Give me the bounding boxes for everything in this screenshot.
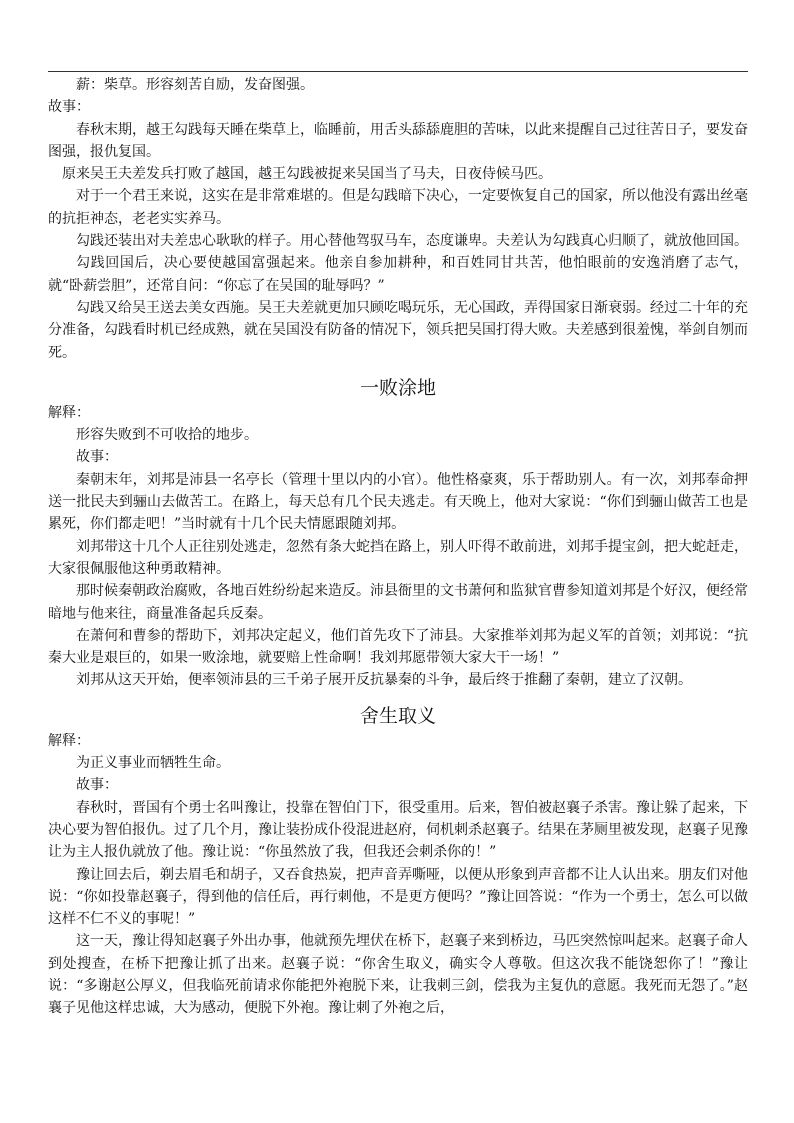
explanation-text: 为正义事业而牺牲生命。	[76, 755, 230, 772]
idiom-title: 舍生取义	[359, 704, 436, 727]
story-paragraph: 刘邦带这十几个人正往别处逃走，忽然有条大蛇挡在路上，别人吓得不敢前进，刘邦手提宝剑，把大蛇赶走，大家很佩服他这种勇敢精神。	[48, 538, 748, 577]
story-paragraph: 春秋末期，越王勾践每天睡在柴草上，临睡前，用舌头舔舔鹿胆的苦味，以此来提醒自己过往苦日子，要发奋图强，报仇复国。	[48, 121, 748, 160]
story-paragraph: 豫让回去后，剃去眉毛和胡子，又吞食热炭，把声音弄嘶哑，以便从形象到声音都不让人认出来。朋友们对他说：“你如投靠赵襄子，得到他的信任后，再行刺他，不是更方便吗？”豫让回答说：“作为一个勇士，怎么可以做这样不仁不义的事呢！”	[48, 866, 748, 928]
document-body	[48, 74, 748, 1020]
story-paragraph: 这一天，豫让得知赵襄子外出办事，他就预先埋伏在桥下，赵襄子来到桥边，马匹突然惊叫起来。赵襄子命人到处搜查，在桥下把豫让抓了出来。赵襄子说：“你舍生取义，确实令人尊敬。但这次我不能饶恕你了！”豫让说：“多谢赵公厚义，但我临死前请求你能把外袍脱下来，让我刺三剑，偿我为主复仇的意愿。我死而无怨了。”赵襄子见他这样忠诚，大为感动，便脱下外袍。豫让刺了外袍之后，	[48, 933, 748, 1017]
story-paragraph: 秦朝末年，刘邦是沛县一名亭长（管理十里以内的小官）。他性格豪爽，乐于帮助别人。有一次，刘邦奉命押送一批民夫到骊山去做苦工。在路上，每天总有几个民夫逃走。有天晚上，他对大家说：“你们到骊山做苦工也是累死，你们都走吧！”当时就有十几个民夫情愿跟随刘邦。	[48, 471, 748, 533]
explanation-label: 解释：	[48, 404, 90, 421]
story-paragraph: 原来吴王夫差发兵打败了越国，越王勾践被捉来吴国当了马夫，日夜侍候马匹。	[62, 166, 552, 183]
story-paragraph: 勾践又给吴王送去美女西施。吴王夫差就更加只顾吃喝玩乐，无心国政，弄得国家日渐衰弱。经过二十年的充分准备，勾践看时机已经成熟，就在吴国没有防备的情况下，领兵把吴国打得大败。夫差感到很羞愧，举剑自刎而死。	[48, 299, 748, 361]
story-paragraph: 那时候秦朝政治腐败，各地百姓纷纷起来造反。沛县衙里的文书萧何和监狱官曹参知道刘邦是个好汉，便经常暗地与他来往，商量准备起兵反秦。	[48, 583, 748, 622]
explanation-label: 解释：	[48, 732, 90, 749]
story-paragraph: 勾践回国后，决心要使越国富强起来。他亲自参加耕种，和百姓同甘共苦，他怕眼前的安逸消磨了志气，就“卧薪尝胆”，还常自问：“你忘了在吴国的耻辱吗？”	[48, 255, 748, 294]
story-label: 故事：	[48, 99, 90, 116]
explanation-text: 形容失败到不可收拾的地步。	[76, 427, 258, 444]
story-paragraph: 在萧何和曹参的帮助下，刘邦决定起义，他们首先攻下了沛县。大家推举刘邦为起义军的首领；刘邦说：“抗秦大业是艰巨的，如果一败涂地，就要赔上性命啊！我刘邦愿带领大家大干一场！”	[48, 627, 748, 667]
definition-line: 薪：柴草。形容刻苦自励，发奋图强。	[76, 77, 314, 93]
idiom-title: 一败涂地	[359, 376, 436, 399]
story-paragraph: 刘邦从这天开始，便率领沛县的三千弟子展开反抗暴秦的斗争，最后终于推翻了秦朝，建立了汉朝。	[76, 672, 692, 689]
story-label: 故事：	[76, 777, 118, 794]
header-rule	[48, 71, 748, 72]
story-label: 故事：	[76, 449, 118, 466]
story-paragraph: 春秋时，晋国有个勇士名叫豫让，投靠在智伯门下，很受重用。后来，智伯被赵襄子杀害。豫让躲了起来，下决心要为智伯报仇。过了几个月，豫让装扮成仆役混进赵府，伺机刺杀赵襄子。结果在茅厕里被发现，赵襄子见豫让为主人报仇就放了他。豫让说：“你虽然放了我，但我还会刺杀你的！”	[48, 799, 748, 861]
story-paragraph: 勾践还装出对夫差忠心耿耿的样子。用心替他驾驭马车，态度谦卑。夫差认为勾践真心归顺了，就放他回国。	[76, 233, 748, 250]
story-paragraph: 对于一个君王来说，这实在是非常难堪的。但是勾践暗下决心，一定要恢复自己的国家，所以他没有露出丝毫的抗拒神态，老老实实养马。	[48, 188, 748, 227]
